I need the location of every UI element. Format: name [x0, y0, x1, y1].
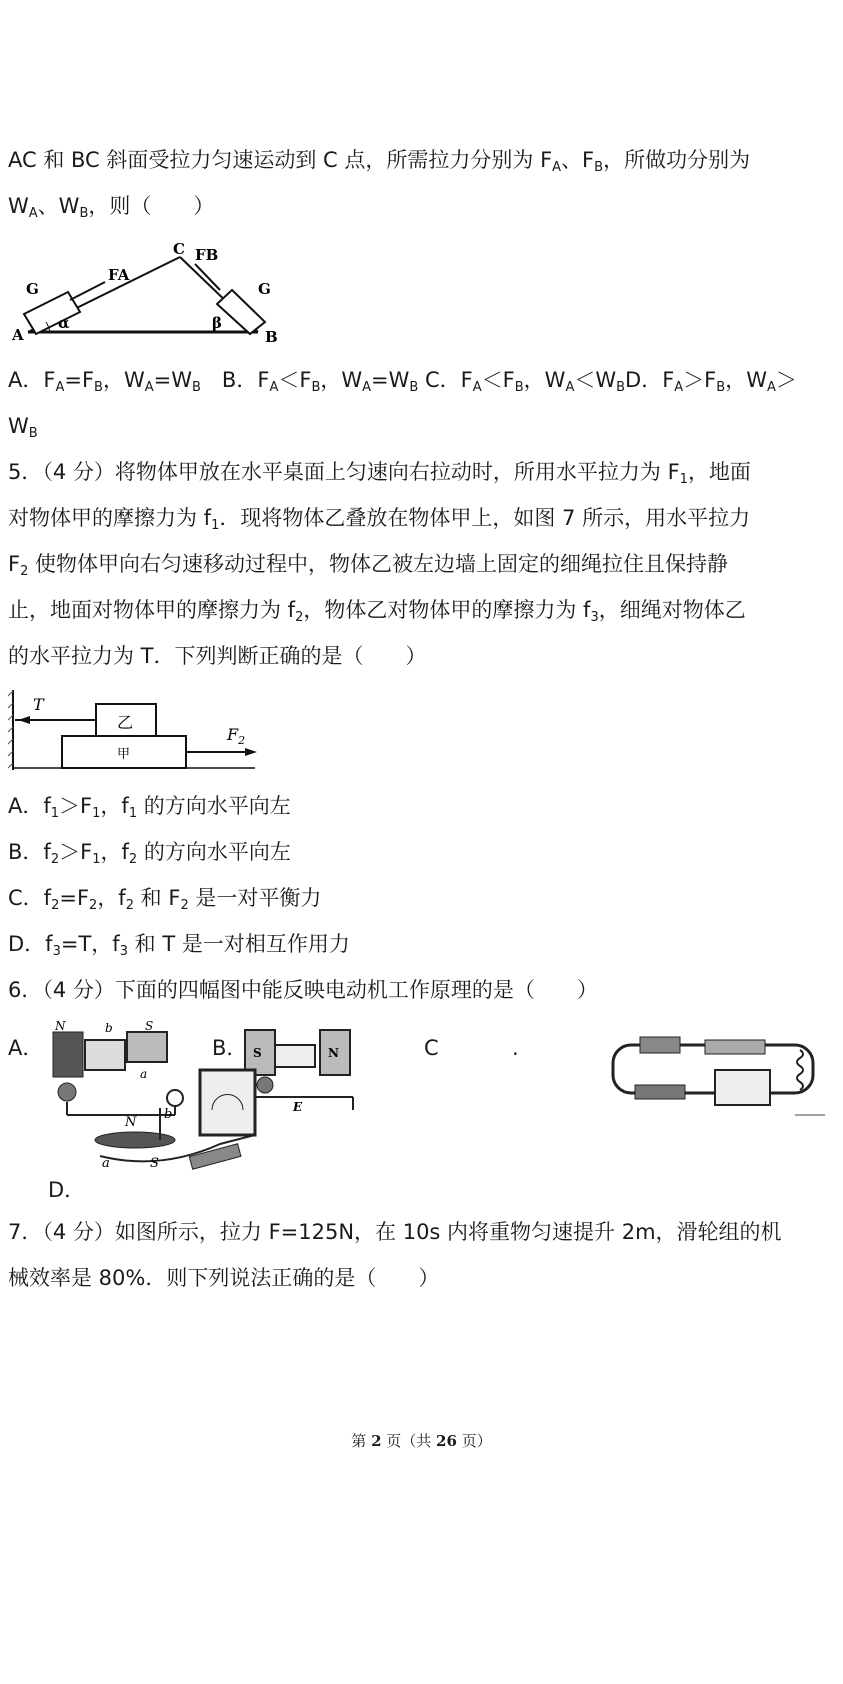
q6-option-b-label: B．	[212, 1036, 248, 1060]
text: 、F	[561, 148, 595, 172]
text: ，则（ ）	[88, 194, 215, 218]
label-e: E	[293, 1100, 303, 1114]
figure-d-induction	[80, 1068, 280, 1176]
text: AC 和 BC 斜面受拉力匀速运动到 C 点，所需拉力分别为 F	[8, 148, 553, 172]
q5-option-c: C．$f_2=F_2$，$f_2$ 和 $F_2$ 是一对平衡力	[8, 886, 322, 913]
label-yi: 乙	[117, 713, 134, 732]
q4-stem-line-2	[8, 192, 214, 228]
text: 页（共	[381, 1432, 437, 1450]
incline-figure	[10, 242, 280, 350]
q5-stem-line: 的水平拉力为 T．下列判断正确的是（ ）	[8, 644, 427, 668]
q5-option-a: A．$f_1>F_1$，$f_1$ 的方向水平向左	[8, 794, 291, 821]
label-t: T	[33, 695, 44, 714]
label-b: b	[105, 1021, 113, 1035]
label-jia: 甲	[117, 747, 131, 762]
label-b: b	[164, 1107, 173, 1122]
text: W	[8, 194, 29, 218]
text: 、W	[37, 194, 80, 218]
text: 第	[351, 1432, 372, 1450]
text: F	[227, 725, 239, 744]
figure-c-circuit	[605, 1015, 830, 1120]
page-number: 2	[371, 1432, 382, 1450]
total-pages: 26	[436, 1432, 457, 1450]
label-a: A	[12, 326, 24, 344]
label-fa: FA	[108, 266, 130, 284]
text: ，所做功分别为	[603, 148, 751, 172]
q6-option-c-label: C	[424, 1036, 439, 1060]
subscript: A	[28, 206, 38, 221]
label-beta: β	[212, 314, 222, 332]
q6-stem: 6．（4 分）下面的四幅图中能反映电动机工作原理的是（ ）	[8, 978, 598, 1002]
label-n: N	[125, 1115, 137, 1130]
q7-stem-line-2: 械效率是 80%．则下列说法正确的是（ ）	[8, 1266, 440, 1290]
q6-option-d-label: D．	[48, 1178, 86, 1202]
label-alpha: α	[58, 314, 70, 332]
subscript: B	[594, 160, 604, 175]
label-c: C	[173, 242, 185, 258]
q4-options: A．$F_A=F_B$，$W_A=W_B$ B．$F_A<F_B$，$W_A=W_B$ C．$F_A<F_B$，$W_A<W_BD$．$F_A>F_B$，$W_A>$	[8, 368, 797, 395]
label-n: N	[55, 1020, 66, 1033]
q4-options-wrap: $W_B$	[8, 414, 38, 441]
q5-stem-line: 止，地面对物体甲的摩擦力为 $f_2$，物体乙对物体甲的摩擦力为 $f_3$，细绳对物体乙	[8, 598, 746, 625]
page-footer	[0, 1430, 843, 1451]
q5-option-b: B．$f_2>F_1$，$f_2$ 的方向水平向左	[8, 840, 291, 867]
q5-option-d: D．$f_3=T$，$f_3$ 和 T 是一对相互作用力	[8, 932, 350, 959]
label-s: S	[150, 1156, 159, 1171]
label-n: N	[328, 1046, 339, 1060]
label-a: a	[102, 1156, 110, 1171]
label-g-left: G	[26, 280, 39, 298]
text: 2	[238, 734, 246, 747]
label-g-right: G	[258, 280, 271, 298]
stacked-blocks-figure	[5, 690, 265, 770]
label-s: S	[253, 1046, 262, 1060]
label-b: B	[265, 328, 278, 346]
text: 页）	[456, 1432, 492, 1450]
subscript: A	[552, 160, 562, 175]
q5-stem-line: 对物体甲的摩擦力为 $f_1$．现将物体乙叠放在物体甲上，如图 7 所示，用水平拉力	[8, 506, 751, 533]
label-a: a	[140, 1067, 148, 1081]
label-fb: FB	[195, 246, 219, 264]
q5-stem-line: $F_2$ 使物体甲向右匀速移动过程中，物体乙被左边墙上固定的细绳拉住且保持静	[8, 552, 729, 579]
q7-stem-line-1: 7．（4 分）如图所示，拉力 F=125N，在 10s 内将重物匀速提升 2m，滑轮组的机	[8, 1220, 782, 1244]
label-f2	[226, 725, 245, 747]
q4-stem-line-1	[8, 146, 750, 182]
q6-option-c-dot: .	[512, 1036, 519, 1060]
label-s: S	[145, 1020, 154, 1033]
q6-option-a-label: A．	[8, 1036, 44, 1060]
q5-stem-line: 5．（4 分）将物体甲放在水平桌面上匀速向右拉动时，所用水平拉力为 $F_1$，地面	[8, 460, 751, 487]
subscript: B	[79, 206, 89, 221]
